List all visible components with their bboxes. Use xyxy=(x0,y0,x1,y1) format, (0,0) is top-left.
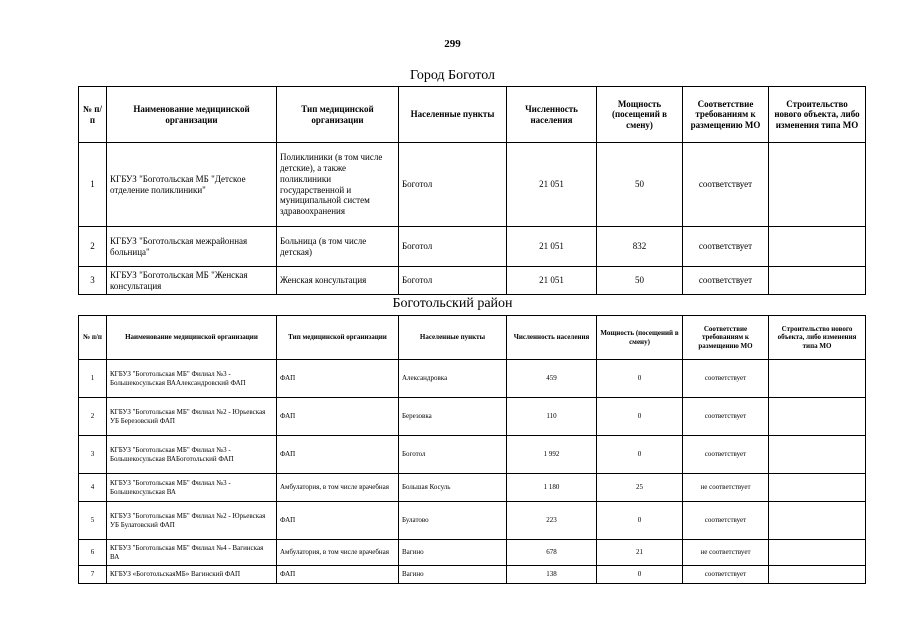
cell-capacity: 0 xyxy=(597,436,683,474)
cell-org-type: ФАП xyxy=(277,398,399,436)
table-row xyxy=(79,540,866,566)
cell-compliance: соответствует xyxy=(683,502,769,540)
cell-index: 1 xyxy=(79,360,107,398)
table-row xyxy=(79,502,866,540)
table-row xyxy=(79,267,866,295)
cell-org-name: КГБУЗ "Боготольская межрайонная больница" xyxy=(107,227,277,267)
cell-index: 4 xyxy=(79,474,107,502)
cell-population: 21 051 xyxy=(507,267,597,295)
cell-compliance: не соответствует xyxy=(683,474,769,502)
header-cell: Мощность (посещений в смену) xyxy=(597,316,683,360)
section-title-district: Боготольский район xyxy=(392,296,513,311)
cell-compliance: не соответствует xyxy=(683,540,769,566)
cell-compliance: соответствует xyxy=(683,436,769,474)
cell-construction xyxy=(769,436,866,474)
table-row xyxy=(79,398,866,436)
header-cell: Наименование медицинской организации xyxy=(107,87,277,143)
table-row xyxy=(79,436,866,474)
page-number: 299 xyxy=(444,38,461,50)
cell-org-name: КГБУЗ "Боготольская МБ" Филиал №3 - Большекосульская ВААлександровский ФАП xyxy=(107,360,277,398)
table-city xyxy=(78,86,866,295)
cell-org-name: КГБУЗ "Боготольская МБ "Женская консультация xyxy=(107,267,277,295)
header-cell: Тип медицинской организации xyxy=(277,316,399,360)
cell-index: 6 xyxy=(79,540,107,566)
cell-index: 2 xyxy=(79,227,107,267)
cell-construction xyxy=(769,502,866,540)
header-cell: Соответствие требованиям к размещению МО xyxy=(683,316,769,360)
cell-org-name: КГБУЗ "Боготольская МБ" Филиал №2 - Юрьевская УБ Булатовский ФАП xyxy=(107,502,277,540)
header-cell: Соответствие требованиям к размещению МО xyxy=(683,87,769,143)
cell-org-type: ФАП xyxy=(277,436,399,474)
cell-construction xyxy=(769,360,866,398)
table-row xyxy=(79,360,866,398)
cell-construction xyxy=(769,143,866,227)
table-row xyxy=(79,474,866,502)
header-cell: Численность населения xyxy=(507,87,597,143)
cell-compliance: соответствует xyxy=(683,398,769,436)
cell-capacity: 0 xyxy=(597,566,683,584)
cell-org-type: Больница (в том числе детская) xyxy=(277,227,399,267)
cell-index: 3 xyxy=(79,436,107,474)
header-cell: Населенные пункты xyxy=(399,316,507,360)
section-title-city: Город Боготол xyxy=(409,68,496,83)
table-row xyxy=(79,143,866,227)
header-cell: Тип медицинской организации xyxy=(277,87,399,143)
cell-settlement: Боготол xyxy=(399,267,507,295)
cell-settlement: Александровка xyxy=(399,360,507,398)
header-cell: № п/п xyxy=(79,87,107,143)
cell-index: 1 xyxy=(79,143,107,227)
cell-org-type: Амбулатория, в том числе врачебная xyxy=(277,474,399,502)
cell-settlement: Большая Косуль xyxy=(399,474,507,502)
header-cell: Численность населения xyxy=(507,316,597,360)
cell-settlement: Булатово xyxy=(399,502,507,540)
table-header-row xyxy=(79,87,866,143)
cell-capacity: 21 xyxy=(597,540,683,566)
header-cell: Наименование медицинской организации xyxy=(107,316,277,360)
cell-construction xyxy=(769,398,866,436)
cell-construction xyxy=(769,540,866,566)
cell-org-name: КГБУЗ "Боготольская МБ" Филиал №4 - Вагинская ВА xyxy=(107,540,277,566)
cell-capacity: 0 xyxy=(597,360,683,398)
cell-settlement: Боготол xyxy=(399,143,507,227)
cell-index: 5 xyxy=(79,502,107,540)
cell-index: 3 xyxy=(79,267,107,295)
cell-construction xyxy=(769,267,866,295)
cell-construction xyxy=(769,227,866,267)
cell-population: 223 xyxy=(507,502,597,540)
cell-population: 1 992 xyxy=(507,436,597,474)
header-cell: Строительство нового объекта, либо изменения типа МО xyxy=(769,87,866,143)
table-district xyxy=(78,315,866,584)
cell-capacity: 0 xyxy=(597,502,683,540)
cell-settlement: Боготол xyxy=(399,227,507,267)
cell-settlement: Вагино xyxy=(399,540,507,566)
cell-compliance: соответствует xyxy=(683,267,769,295)
cell-construction xyxy=(769,474,866,502)
cell-org-type: ФАП xyxy=(277,360,399,398)
table-header-row xyxy=(79,316,866,360)
cell-population: 459 xyxy=(507,360,597,398)
cell-population: 21 051 xyxy=(507,143,597,227)
cell-capacity: 50 xyxy=(597,143,683,227)
cell-settlement: Боготол xyxy=(399,436,507,474)
cell-construction xyxy=(769,566,866,584)
cell-compliance: соответствует xyxy=(683,360,769,398)
cell-org-type: Поликлиники (в том числе детские), а также поликлиники государственной и муниципальной систем здравоохранения xyxy=(277,143,399,227)
cell-population: 138 xyxy=(507,566,597,584)
cell-org-name: КГБУЗ «БоготольскаяМБ» Вагинский ФАП xyxy=(107,566,277,584)
cell-compliance: соответствует xyxy=(683,143,769,227)
cell-compliance: соответствует xyxy=(683,566,769,584)
cell-compliance: соответствует xyxy=(683,227,769,267)
cell-index: 7 xyxy=(79,566,107,584)
cell-capacity: 0 xyxy=(597,398,683,436)
header-cell: Мощность (посещений в смену) xyxy=(597,87,683,143)
cell-settlement: Вагино xyxy=(399,566,507,584)
cell-population: 678 xyxy=(507,540,597,566)
cell-settlement: Березовка xyxy=(399,398,507,436)
header-cell: Строительство нового объекта, либо изменения типа МО xyxy=(769,316,866,360)
cell-population: 1 180 xyxy=(507,474,597,502)
header-cell: Населенные пункты xyxy=(399,87,507,143)
cell-org-type: ФАП xyxy=(277,566,399,584)
cell-org-name: КГБУЗ "Боготольская МБ" Филиал №3 - Большекосульская ВАБоготольский ФАП xyxy=(107,436,277,474)
cell-capacity: 50 xyxy=(597,267,683,295)
cell-org-type: Амбулатория, в том числе врачебная xyxy=(277,540,399,566)
cell-capacity: 25 xyxy=(597,474,683,502)
cell-capacity: 832 xyxy=(597,227,683,267)
cell-org-name: КГБУЗ "Боготольская МБ" Филиал №3 - Большекосульская ВА xyxy=(107,474,277,502)
cell-org-type: Женская консультация xyxy=(277,267,399,295)
header-cell: № п/п xyxy=(79,316,107,360)
table-row xyxy=(79,566,866,584)
cell-population: 110 xyxy=(507,398,597,436)
cell-index: 2 xyxy=(79,398,107,436)
cell-org-type: ФАП xyxy=(277,502,399,540)
cell-population: 21 051 xyxy=(507,227,597,267)
table-row xyxy=(79,227,866,267)
cell-org-name: КГБУЗ "Боготольская МБ "Детское отделение поликлиники" xyxy=(107,143,277,227)
cell-org-name: КГБУЗ "Боготольская МБ" Филиал №2 - Юрьевская УБ Березовский ФАП xyxy=(107,398,277,436)
